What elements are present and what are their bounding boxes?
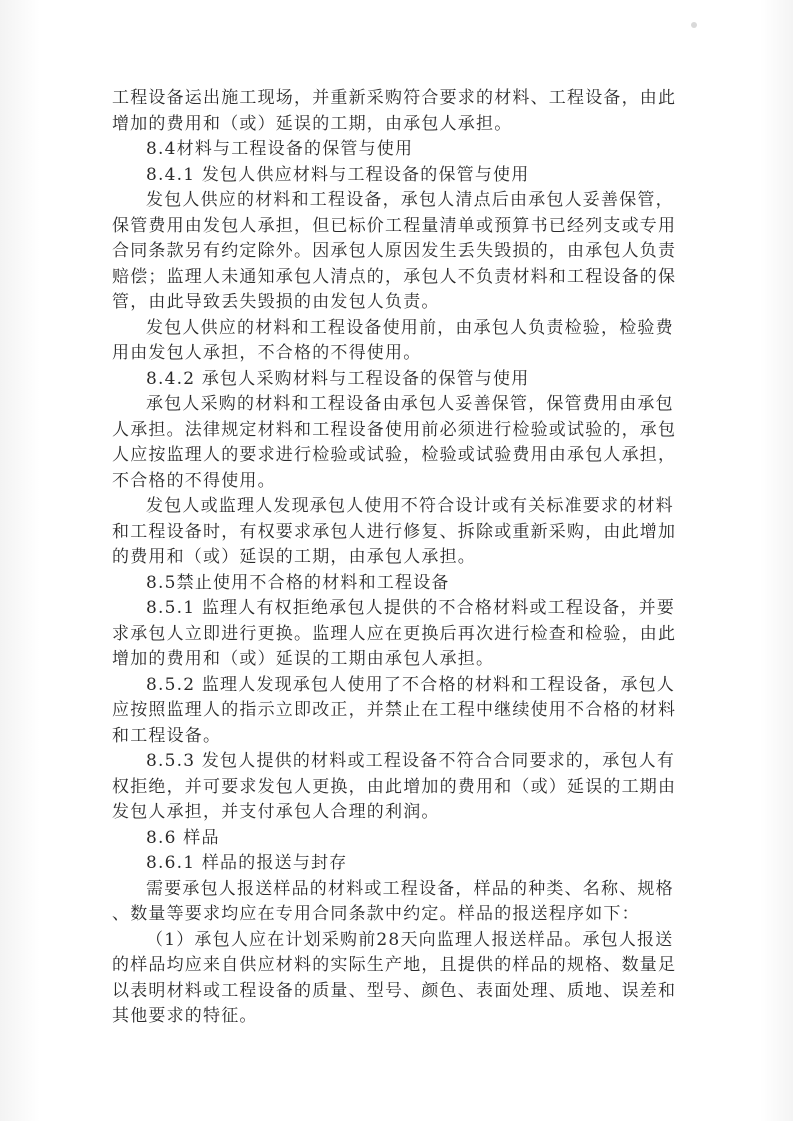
text-line: 需要承包人报送样品的材料或工程设备，样品的种类、名称、规格: [146, 878, 674, 899]
section-heading: 8.6 样品: [146, 827, 220, 848]
text-line: 的样品均应来自供应材料的实际生产地，且提供的样品的规格、数量足: [112, 955, 677, 975]
subsection-heading: 8.6.1 样品的报送与封存: [146, 853, 348, 873]
section-heading: 8.4材料与工程设备的保管与使用: [146, 139, 414, 159]
text-line: 和工程设备。: [112, 725, 222, 746]
subsection-heading: 8.4.2 承包人采购材料与工程设备的保管与使用: [146, 368, 530, 389]
text-line: 发包人或监理人发现承包人使用不符合设计或有关标准要求的材料: [146, 496, 674, 516]
text-line: 发包人供应的材料和工程设备，承包人清点后由承包人妥善保管，: [146, 190, 674, 210]
text-line: 求承包人立即进行更换。监理人应在更换后再次进行检查和检验，由此: [112, 623, 677, 644]
subsection-heading: 8.4.1 发包人供应材料与工程设备的保管与使用: [146, 164, 530, 185]
text-line: 增加的费用和（或）延误的工期，由承包人承担。: [112, 113, 513, 134]
text-line: 合同条款另有约定除外。因承包人原因发生丢失毁损的，由承包人负责: [112, 241, 677, 261]
section-heading: 8.5禁止使用不合格的材料和工程设备: [146, 572, 450, 593]
text-line: 人承担。法律规定材料和工程设备使用前必须进行检验或试验的，承包: [112, 419, 677, 440]
text-line: 8.5.1 监理人有权拒绝承包人提供的不合格材料或工程设备，并要: [146, 598, 676, 618]
text-line: 其他要求的特征。: [112, 1006, 258, 1026]
text-line: 8.5.2 监理人发现承包人使用了不合格的材料和工程设备，承包人: [146, 674, 676, 695]
text-line: 用由发包人承担，不合格的不得使用。: [112, 343, 422, 363]
text-line: 8.5.3 发包人提供的材料或工程设备不符合合同要求的，承包人有: [146, 751, 676, 771]
text-line: 增加的费用和（或）延误的工期由承包人承担。: [112, 649, 495, 669]
text-line: 发包人承担，并支付承包人合理的利润。: [112, 802, 440, 822]
text-line: 、数量等要求均应在专用合同条款中约定。样品的报送程序如下：: [112, 904, 640, 924]
text-line: 承包人采购的材料和工程设备由承包人妥善保管，保管费用由承包: [146, 394, 674, 414]
document-body: [112, 86, 697, 1030]
text-line: 人应按监理人的要求进行检验或试验，检验或试验费用由承包人承担，: [112, 445, 677, 465]
text-line: 不合格的不得使用。: [112, 470, 276, 491]
text-line: 权拒绝，并可要求发包人更换，由此增加的费用和（或）延误的工期由: [112, 776, 677, 797]
text-line: 管，由此导致丢失毁损的由发包人负责。: [112, 292, 440, 312]
text-line: （1）承包人应在计划采购前28天向监理人报送样品。承包人报送: [146, 929, 674, 950]
text-line: 工程设备运出施工现场，并重新采购符合要求的材料、工程设备，由此: [112, 88, 677, 108]
text-line: 保管费用由发包人承担，但已标价工程量清单或预算书已经列支或专用: [112, 215, 677, 236]
text-line: 应按照监理人的指示立即改正，并禁止在工程中继续使用不合格的材料: [112, 700, 677, 720]
text-line: 和工程设备时，有权要求承包人进行修复、拆除或重新采购，由此增加: [112, 521, 677, 542]
text-line: 发包人供应的材料和工程设备使用前，由承包人负责检验，检验费: [146, 317, 674, 338]
scan-dust-mark: [691, 22, 697, 28]
text-line: 的费用和（或）延误的工期，由承包人承担。: [112, 547, 476, 567]
text-line: 以表明材料或工程设备的质量、型号、颜色、表面处理、质地、误差和: [112, 980, 677, 1001]
text-line: 赔偿；监理人未通知承包人清点的，承包人不负责材料和工程设备的保: [112, 266, 677, 287]
